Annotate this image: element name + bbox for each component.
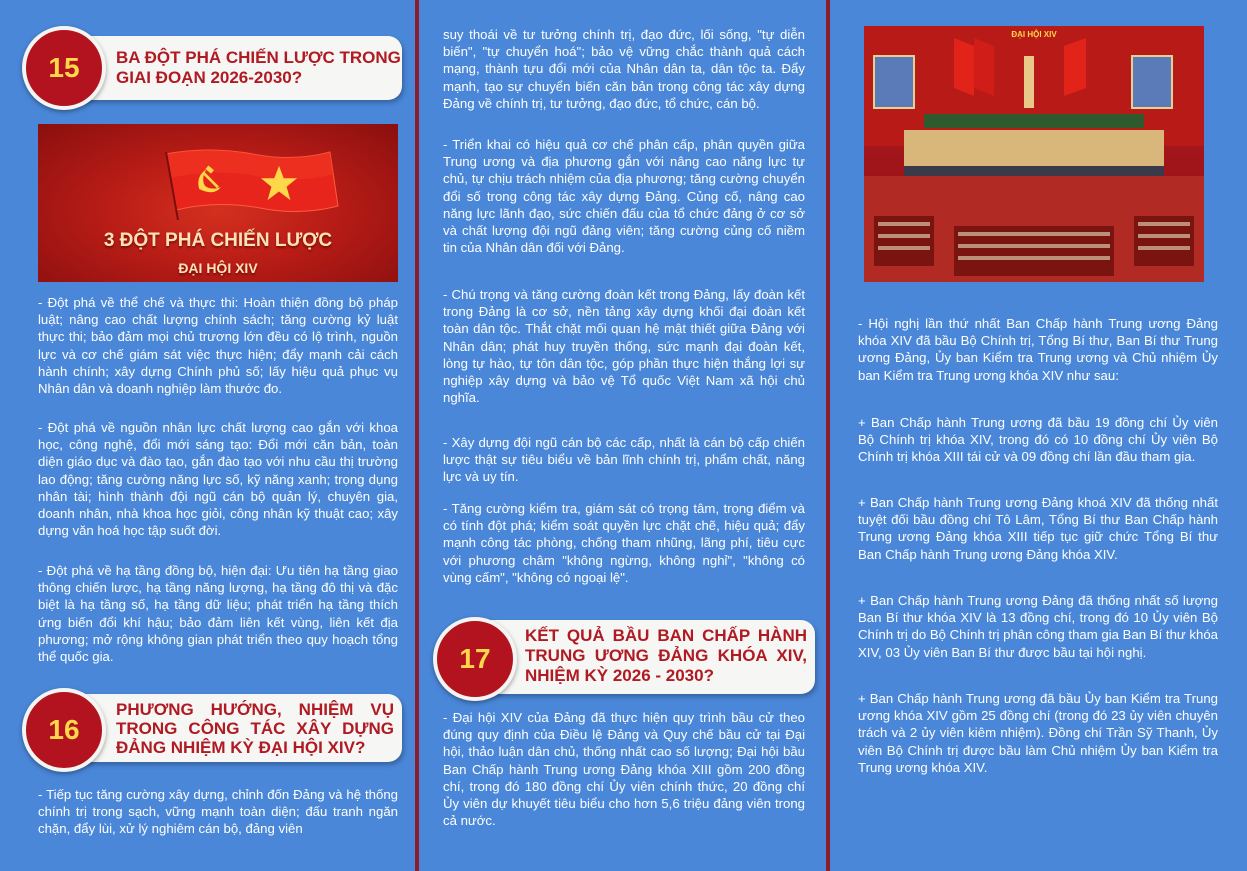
section-17-number: 17 bbox=[459, 643, 491, 674]
section-17-header bbox=[433, 614, 818, 706]
column-2-paragraph-2: - Triển khai có hiệu quả cơ chế phân cấp, phân quyền giữa Trung ương và địa phương gắn với nâng cao năng lực tự chủ, tự chịu trách nhiệm của địa phương; tăng cường chuyển đổi số trong công tác xây dựng Đảng. Củng cố, nâng cao năng lực lãnh đạo, sức chiến đấu của tổ chức đảng ở cơ sở và chất lượng đội ngũ đảng viên; tăng cường củng cố niềm tin của Nhân dân đối với Đảng. bbox=[443, 137, 805, 256]
section-17-title: KẾT QUẢ BẦU BAN CHẤP HÀNH TRUNG ƯƠNG ĐẢNG KHÓA XIV, NHIỆM KỲ 2026 - 2030? bbox=[525, 626, 807, 685]
divider-left bbox=[415, 0, 419, 871]
column-3-paragraph-2: + Ban Chấp hành Trung ương đã bầu 19 đồng chí Ủy viên Bộ Chính trị khóa XIV, trong đó có 10 đồng chí Ủy viên Bộ Chính trị khóa XIII tái cử và 09 đồng chí lần đầu tham gia. bbox=[858, 415, 1218, 465]
column-1 bbox=[0, 0, 415, 871]
section-15-paragraph-1: - Đột phá về thể chế và thực thi: Hoàn thiện đồng bộ pháp luật; nâng cao chất lượng chính sách; tăng cường kỷ luật thực thi; bảo đảm mọi chủ trương lớn đều có lộ trình, nguồn lực và cơ chế giám sát việc thực hiện; đẩy mạnh cải cách hành chính; xây dựng Chính phủ số; lấy hiệu quả phục vụ Nhân dân và doanh nghiệp làm thước đo. bbox=[38, 295, 398, 397]
column-3-paragraph-5: + Ban Chấp hành Trung ương đã bầu Ủy ban Kiểm tra Trung ương khóa XIV gồm 25 đồng chí (trong đó 23 ủy viên chuyên trách và 2 ủy viên kiêm nhiệm). Đồng chí Trần Sỹ Thanh, Ủy viên Bộ Chính trị được bầu làm Chủ nhiệm Ủy ban Kiểm tra Trung ương khóa XIV. bbox=[858, 691, 1218, 775]
column-2-paragraph-1: suy thoái về tư tưởng chính trị, đạo đức, lối sống, "tự diễn biến", "tự chuyển hoá"; bảo vệ vững chắc thành quả cách mạng, thành tựu đổi mới của Nhân dân ta, dân tộc ta. Đẩy mạnh, tạo sự chuyển biến căn bản trong công tác xây dựng Đảng về chính trị, tư tưởng, đạo đức, tổ chức, cán bộ. bbox=[443, 27, 805, 111]
column-2-paragraph-3: - Chú trọng và tăng cường đoàn kết trong Đảng, lấy đoàn kết trong Đảng là cơ sở, nền tảng xây dựng khối đại đoàn kết toàn dân tộc. Thắt chặt mối quan hệ mật thiết giữa Đảng với Nhân dân; phát huy truyền thống, sức mạnh đại đoàn kết, lòng tự hào, tự tôn dân tộc, góp phần thực hiện thắng lợi sự nghiệp xây dựng và bảo vệ Tổ quốc Việt Nam xã hội chủ nghĩa. bbox=[443, 287, 805, 406]
banner-title: 3 ĐỘT PHÁ CHIẾN LƯỢC bbox=[103, 230, 333, 251]
section-15-title: BA ĐỘT PHÁ CHIẾN LƯỢC TRONG GIAI ĐOẠN 2026-2030? bbox=[116, 48, 401, 87]
divider-right bbox=[826, 0, 830, 871]
column-3 bbox=[832, 0, 1247, 871]
section-16-title: PHƯƠNG HƯỚNG, NHIỆM VỤ TRONG CÔNG TÁC XÂY DỰNG ĐẢNG NHIỆM KỲ ĐẠI HỘI XIV? bbox=[116, 700, 394, 757]
column-3-paragraph-3: + Ban Chấp hành Trung ương Đảng khoá XIV đã thống nhất tuyệt đối bầu đồng chí Tô Lâm, Tổng Bí thư Ban Chấp hành Trung ương Đảng khóa XIII tiếp tục giữ chức Tổng Bí thư Ban Chấp hành Trung ương Đảng khóa XIV. bbox=[858, 495, 1218, 562]
photo-caption: ĐẠI HỘI XIV bbox=[1011, 30, 1057, 39]
section-17-paragraph-1: - Đại hội XIV của Đảng đã thực hiện quy trình bầu cử theo đúng quy định của Điều lệ Đảng và Quy chế bầu cử tại Đại hội, thảo luận dân chủ, thống nhất cao số lượng; Đại hội bầu Ban Chấp hành Trung ương Đảng khóa XIII gồm 200 đồng chí, trong đó 180 đồng chí Ủy viên chính thức, 20 đồng chí Ủy viên dự khuyết tiêu biểu cho hơn 5,6 triệu đảng viên trong cả nước. bbox=[443, 710, 805, 829]
star-icon bbox=[260, 164, 298, 202]
party-flag-image bbox=[38, 124, 398, 282]
congress-hall-illustration bbox=[864, 26, 1204, 282]
section-15-paragraph-2: - Đột phá về nguồn nhân lực chất lượng cao gắn với khoa học, công nghệ, đổi mới sáng tạo: Đổi mới căn bản, toàn diện giáo dục và đào tạo, gắn đào tạo với nhu cầu thị trường lao động; tăng cường năng lực số, kỹ năng xanh; trọng dụng nhân tài; hình thành đội ngũ cán bộ quản lý, chuyên gia, doanh nhân, nhà khoa học giỏi, công nhân kỹ thuật cao; xây dựng văn hoá học tập suốt đời. bbox=[38, 420, 398, 539]
congress-hall-photo bbox=[864, 26, 1204, 282]
section-15-header bbox=[22, 26, 407, 112]
section-15-number-badge bbox=[22, 26, 106, 110]
hammer-sickle-icon bbox=[192, 162, 228, 198]
column-2-paragraph-4: - Xây dựng đội ngũ cán bộ các cấp, nhất là cán bộ cấp chiến lược thật sự tiêu biểu về bản lĩnh chính trị, phẩm chất, năng lực và uy tín. bbox=[443, 435, 805, 485]
column-2 bbox=[421, 0, 826, 871]
banner-subtitle: ĐẠI HỘI XIV bbox=[178, 260, 258, 276]
column-3-paragraph-4: + Ban Chấp hành Trung ương Đảng đã thống nhất số lượng Ban Bí thư khóa XIV là 13 đồng chí, trong đó 10 Ủy viên Bộ Chính trị do Bộ Chính trị phân công tham gia Ban Bí thư khóa XIV, 03 Ủy viên Ban Bí thư được bầu tại hội nghị. bbox=[858, 593, 1218, 660]
section-16-number-badge bbox=[22, 688, 106, 772]
section-16-header bbox=[22, 688, 407, 774]
section-15-number: 15 bbox=[48, 52, 80, 83]
section-17-number-badge bbox=[433, 617, 517, 701]
strategic-breakthrough-banner bbox=[38, 124, 398, 282]
column-3-paragraph-1: - Hội nghị lần thứ nhất Ban Chấp hành Trung ương Đảng khóa XIV đã bầu Bộ Chính trị, Tổng Bí thư, Ban Bí thư Trung ương Đảng, Ủy ban Kiểm tra Trung ương và Chủ nhiệm Ủy ban Kiểm tra Trung ương khóa XIV như sau: bbox=[858, 316, 1218, 383]
section-16-paragraph-1: - Tiếp tục tăng cường xây dựng, chỉnh đốn Đảng và hệ thống chính trị trong sạch, vững mạnh toàn diện; đấu tranh ngăn chặn, đẩy lùi, xử lý nghiêm cán bộ, đảng viên bbox=[38, 787, 398, 837]
column-2-paragraph-5: - Tăng cường kiểm tra, giám sát có trọng tâm, trọng điểm và có tính đột phá; kiểm soát quyền lực chặt chẽ, hiệu quả; đẩy mạnh công tác phòng, chống tham nhũng, lãng phí, tiêu cực với phương châm "không ngừng, không nghỉ", "không có vùng cấm", "không có ngoại lệ". bbox=[443, 501, 805, 585]
section-15-paragraph-3: - Đột phá về hạ tầng đồng bộ, hiện đại: Ưu tiên hạ tầng giao thông chiến lược, hạ tầng năng lượng, hạ tầng đô thị và đặc biệt là hạ tầng số, hạ tầng dữ liệu; phát triển hạ tầng thích ứng biến đổi khí hậu; bảo đảm liên kết vùng, liên kết địa phương; mở rộng không gian phát triển theo quy hoạch tổng thể quốc gia. bbox=[38, 563, 398, 665]
section-16-number: 16 bbox=[48, 714, 80, 745]
